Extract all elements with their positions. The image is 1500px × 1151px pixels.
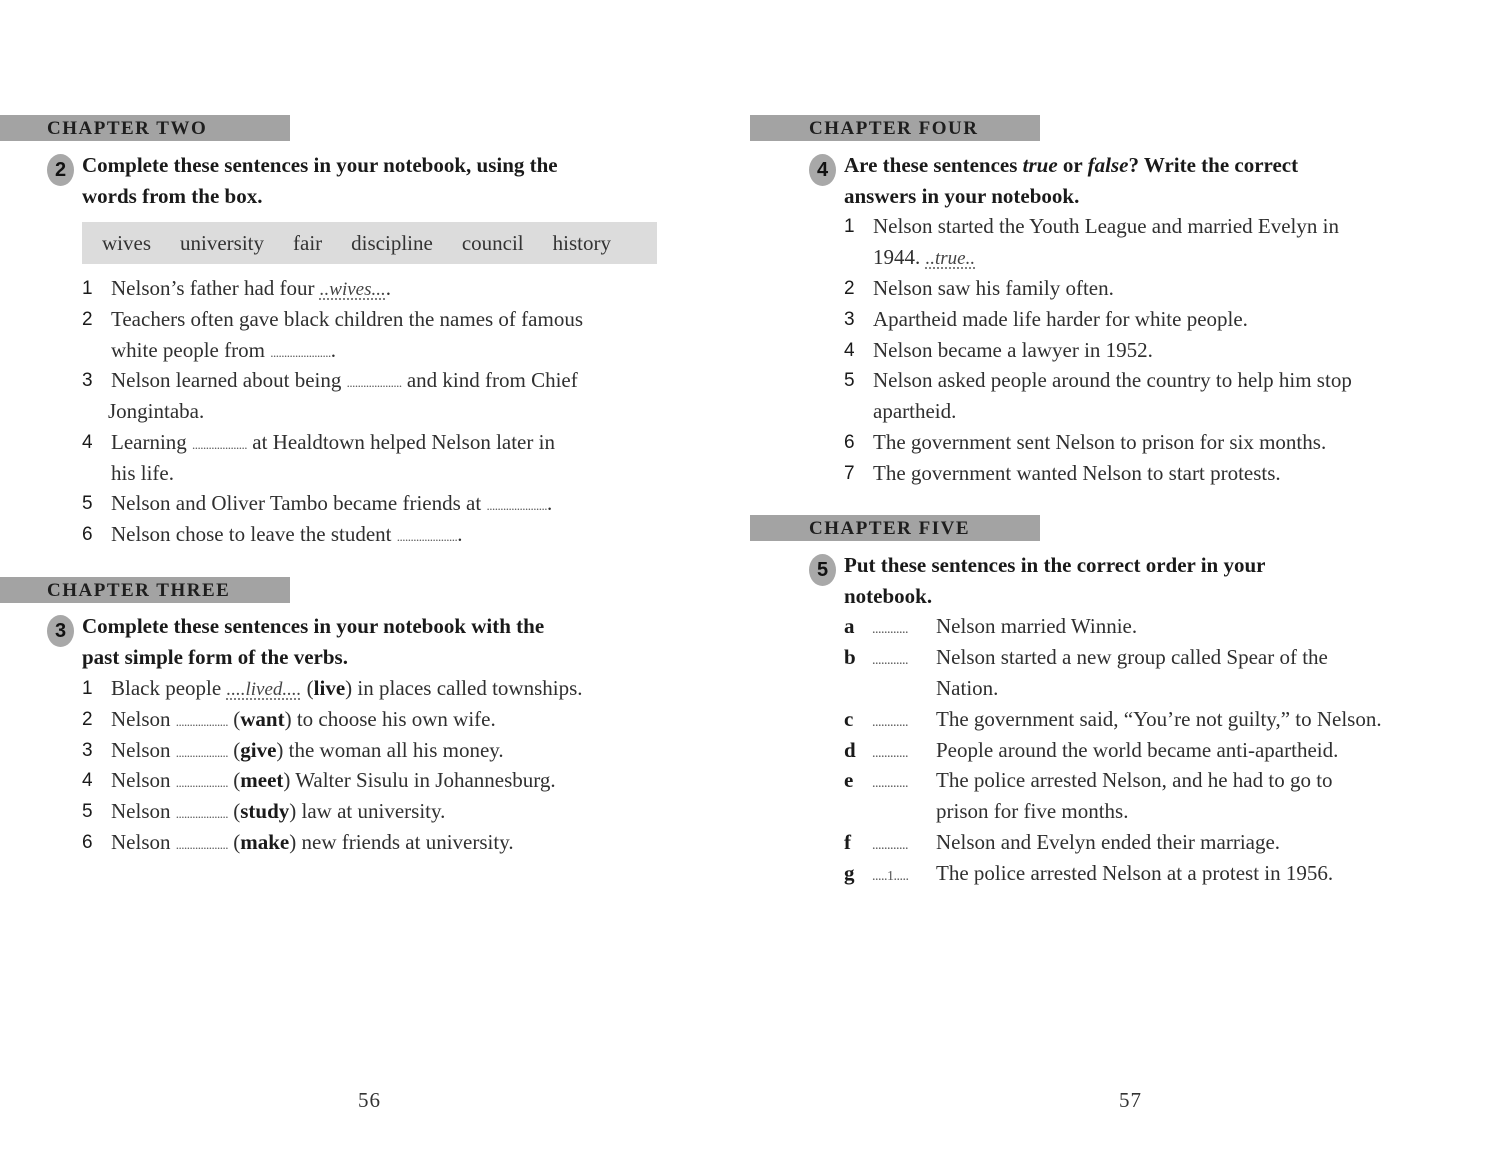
answer-blank: .................... xyxy=(346,375,402,390)
answer-blank: ................... xyxy=(175,837,228,852)
list-item: 4 Learning .................... at Healdtown helped Nelson later in his life. xyxy=(82,430,555,485)
list-item: g .....1..... The police arrested Nelson at a protest in 1956. xyxy=(844,858,1484,889)
chapter-four-heading: CHAPTER FOUR xyxy=(750,115,1040,141)
list-item: 6 The government sent Nelson to prison for six months. xyxy=(844,430,1327,454)
page-number: 57 xyxy=(1119,1088,1142,1112)
page-number: 56 xyxy=(358,1088,381,1112)
word-box-item: fair xyxy=(293,230,323,255)
word-box xyxy=(82,222,657,264)
answer-blank: ................... xyxy=(175,775,228,790)
list-item: 6 Nelson chose to leave the student ....................... xyxy=(82,522,463,546)
answer-blank: ................... xyxy=(175,714,228,729)
list-item: 2 Nelson saw his family often. xyxy=(844,276,1114,300)
list-item: e ............ The police arrested Nelson, and he had to go to prison for five months. xyxy=(844,768,1333,823)
word-box-item: discipline xyxy=(351,230,433,255)
chapter-three-heading: CHAPTER THREE xyxy=(0,577,290,603)
list-item: 4 Nelson ................... (meet) Walter Sisulu in Johannesburg. xyxy=(82,768,556,792)
word-box-item: council xyxy=(461,230,524,255)
answer-blank: ...................... xyxy=(396,529,458,544)
list-item: 7 The government wanted Nelson to start protests. xyxy=(844,461,1281,485)
exercise-number-badge: 2 xyxy=(47,154,74,186)
answer-blank: ...................... xyxy=(270,345,331,360)
answer-blank: ............ xyxy=(872,776,908,791)
exercise-5 xyxy=(809,550,1469,620)
exercise-4 xyxy=(809,150,1469,220)
list-item: 1 Black people ....lived.... (live) in places called townships. xyxy=(82,676,583,700)
exercise-number-badge: 3 xyxy=(47,615,74,647)
list-item: f ............ Nelson and Evelyn ended their marriage. xyxy=(844,827,1484,858)
list-item: 5 Nelson ................... (study) law at university. xyxy=(82,799,446,823)
right-page xyxy=(750,0,1500,1151)
answer-blank: ............ xyxy=(872,746,908,761)
list-item: a ............ Nelson married Winnie. xyxy=(844,611,1484,642)
handwritten-answer: ..true.. xyxy=(925,248,976,269)
exercise-instruction: Are these sentences true or false? Write the correct answers in your notebook. xyxy=(844,153,1299,208)
answer-blank: ............ xyxy=(872,838,908,853)
list-item: d ............ People around the world became anti-apartheid. xyxy=(844,735,1484,766)
handwritten-answer: .....1..... xyxy=(872,869,909,884)
list-item: 1 Nelson started the Youth League and married Evelyn in 1944. ..true.. xyxy=(844,214,1339,269)
answer-blank: ................... xyxy=(175,806,228,821)
exercise-instruction: Complete these sentences in your notebook with the past simple form of the verbs. xyxy=(82,614,545,669)
word-box-item: history xyxy=(552,230,611,255)
list-item: 3 Apartheid made life harder for white people. xyxy=(844,307,1248,331)
chapter-five-heading: CHAPTER FIVE xyxy=(750,515,1040,541)
answer-blank: ................... xyxy=(175,745,228,760)
list-item: 4 Nelson became a lawyer in 1952. xyxy=(844,338,1153,362)
list-item: 2 Nelson ................... (want) to choose his own wife. xyxy=(82,707,496,731)
chapter-two-heading: CHAPTER TWO xyxy=(0,115,290,141)
handwritten-answer: ....lived.... xyxy=(226,679,302,700)
word-box-item: wives xyxy=(102,230,151,255)
list-item: b ............ Nelson started a new group called Spear of the Nation. xyxy=(844,645,1328,700)
list-item: 3 Nelson learned about being .................... and kind from Chief Jongintaba. xyxy=(82,368,578,423)
list-item: 5 Nelson asked people around the country to help him stop apartheid. xyxy=(844,368,1352,423)
answer-blank: ............ xyxy=(872,622,908,637)
list-item: c ............ The government said, “You’re not guilty,” to Nelson. xyxy=(844,704,1484,735)
answer-blank: .................... xyxy=(192,437,248,452)
exercise-number-badge: 5 xyxy=(809,554,836,586)
exercise-instruction: Put these sentences in the correct order in your notebook. xyxy=(844,553,1266,608)
list-item: 3 Nelson ................... (give) the woman all his money. xyxy=(82,738,504,762)
word-box-item: university xyxy=(180,230,264,255)
exercise-instruction: Complete these sentences in your notebook, using the words from the box. xyxy=(82,153,558,208)
handwritten-answer: ..wives... xyxy=(319,279,386,300)
exercise-number-badge: 4 xyxy=(809,154,836,186)
list-item: 6 Nelson ................... (make) new friends at university. xyxy=(82,830,514,854)
list-item: 1 Nelson’s father had four ..wives.... xyxy=(82,276,391,300)
answer-blank: ............ xyxy=(872,715,908,730)
answer-blank: ...................... xyxy=(486,498,547,513)
answer-blank: ............ xyxy=(872,653,908,668)
exercise-3 xyxy=(47,611,707,681)
list-item: 2 Teachers often gave black children the names of famous white people from ....................... xyxy=(82,307,583,362)
list-item: 5 Nelson and Oliver Tambo became friends at ....................... xyxy=(82,491,553,515)
